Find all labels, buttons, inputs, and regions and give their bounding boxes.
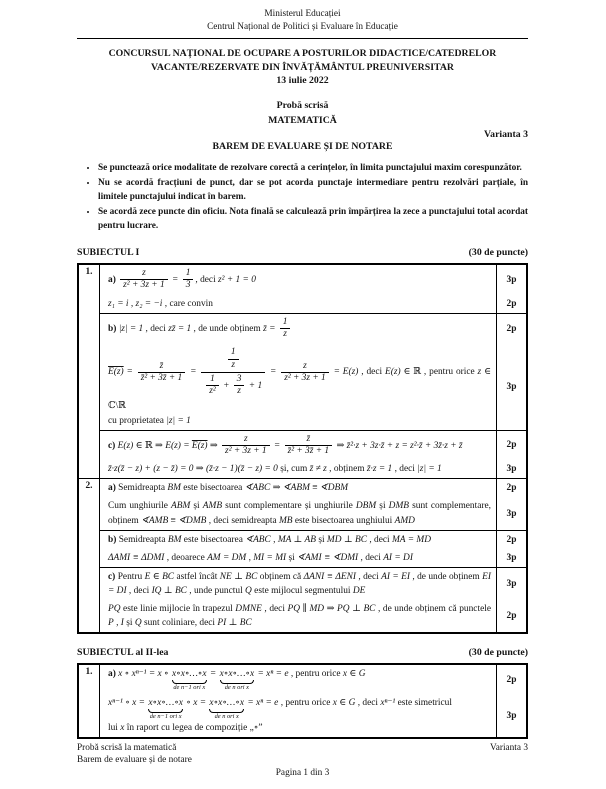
proba-label: Probă scrisă — [276, 100, 329, 112]
subiect1-points: (30 de puncte) — [468, 247, 528, 259]
points-cell: 3p — [496, 549, 526, 567]
note-item: • Nu se acordă fracțiuni de punct, dar se pot acorda punctaje intermediare pentru rezolvări parțiale, în limitele punctajului indicat în barem. — [98, 177, 528, 205]
footer-left-line2: Barem de evaluare și de notare — [77, 755, 192, 766]
score-item — [100, 479, 526, 497]
score-item — [100, 460, 526, 478]
points-cell: 2p — [496, 531, 526, 549]
answer-content — [100, 343, 496, 429]
score-item — [100, 343, 526, 429]
math-line: xⁿ⁻¹ ∘ x = x∘x∘…∘x de n−1 ori x ∘ x = x∘x∘…∘x de n ori x = xⁿ = e , pentru orice x ∈ G , deci xⁿ⁻¹ este simetricul — [108, 698, 452, 720]
question-row-1 — [79, 265, 526, 478]
math-line: c) E(z) ∈ ℝ ⇒ E(z) = E(z) ⇒ $\frac{z}{\text{z² + 3z + 1}}$ = $\frac{z̄}{\text{z̄² + 3z̄ + 1}}$ ⇒ z̄²·z + 3z·z̄ + z = z²·z̄ + 3z̄·z + z̄ — [108, 433, 463, 456]
ministry-line2: Centrul Național de Politici și Evaluare în Educație — [207, 22, 398, 33]
answer-section-1c — [100, 430, 526, 479]
score-item — [100, 531, 526, 549]
note-item: • Se acordă zece puncte din oficiu. Nota finală se calculează prin împărțirea la zece a punctajului total acordat pentru lucrare. — [98, 206, 528, 234]
page-number: Pagina 1 din 3 — [275, 768, 330, 779]
grading-notes — [77, 162, 528, 234]
math-line: a) Semidreapta BM este bisectoarea ∢ABC ⇒ ∢ABM ≡ ∢DBM — [108, 483, 349, 494]
question-number: 1. — [79, 265, 100, 478]
score-item — [100, 568, 526, 600]
score-item — [100, 497, 526, 529]
answer-section-1a — [100, 265, 526, 313]
answer-section-2c — [100, 567, 526, 632]
points-cell: 3p — [496, 460, 526, 478]
answer-content — [100, 497, 496, 529]
answer-section-1b — [100, 313, 526, 430]
barem-title: BAREM DE EVALUARE ȘI DE NOTARE — [212, 141, 393, 153]
points-cell: 2p — [496, 600, 526, 632]
subiect2-heading — [77, 647, 528, 658]
answer-content — [100, 460, 496, 478]
points-cell: 2p — [496, 665, 526, 694]
answer-content — [100, 479, 496, 497]
answer-content — [100, 295, 496, 313]
answer-content — [100, 265, 496, 295]
math-line: c) Pentru E ∈ BC astfel încât NE ⊥ BC obținem că ΔANI ≡ ΔENI , deci AI = EI , de unde obținem EI = DI , deci IQ ⊥ BC , unde punctul Q este mijlocul segmentului DE — [108, 571, 491, 597]
math-line: lui x în raport cu legea de compoziție „∘” — [108, 722, 263, 733]
points-cell: 2p — [496, 479, 526, 497]
math-line: a) x ∘ xⁿ⁻¹ = x ∘ x∘x∘…∘x de n−1 ori x = x∘x∘…∘x de n ori x = xⁿ = e , pentru orice x ∈ G — [108, 669, 366, 692]
footer-variant: Varianta 3 — [490, 743, 528, 753]
subiect2-points: (30 de puncte) — [468, 647, 528, 659]
points-cell: 3p — [496, 694, 526, 737]
exam-type-block — [77, 99, 528, 128]
score-item — [100, 265, 526, 295]
page-footer — [77, 738, 528, 778]
title-line2: VACANTE/REZERVATE DIN ÎNVĂȚĂMÂNTUL PREUNIVERSITAR — [151, 61, 454, 73]
math-line: a) $\frac{z}{\text{z² + 3z + 1}}$ = $\frac{1}{3}$ , deci z² + 1 = 0 — [108, 268, 256, 291]
ministry-line1: Ministerul Educației — [264, 9, 341, 19]
title-line1: CONCURSUL NAȚIONAL DE OCUPARE A POSTURILOR DIDACTICE/CATEDRELOR — [108, 47, 497, 59]
answer-content — [100, 431, 496, 461]
score-item — [100, 665, 526, 694]
answer-section-II-1a — [100, 665, 526, 737]
points-cell: 3p — [496, 568, 526, 600]
note-item: • Se punctează orice modalitate de rezolvare corectă a cerințelor, în limita punctajului maxim corespunzător. — [98, 162, 528, 176]
score-item — [100, 600, 526, 632]
contest-title — [77, 47, 528, 88]
subiect2-title: SUBIECTUL al II-lea — [77, 647, 169, 659]
math-line: ΔAMI ≡ ΔDMI , deoarece AM = DM , MI = MI și ∢AMI ≡ ∢DMI , deci AI = DI — [108, 552, 413, 563]
answer-content — [100, 549, 496, 567]
points-cell: 2p — [496, 314, 526, 344]
math-line: z̄·z(z̄ − z) + (z − z̄) = 0 ⇒ (z̄·z − 1)(z̄ − z) = 0 și, cum z̄ ≠ z , obținem z̄·z = 1 , deci |z| = 1 — [108, 464, 442, 475]
subiect1-table — [77, 263, 528, 634]
question-row-1 — [79, 665, 526, 737]
score-item — [100, 431, 526, 461]
score-item — [100, 549, 526, 567]
math-line: b) |z| = 1 , deci zz̄ = 1 , de unde obținem z̄ = $\frac{1}{z}$ — [108, 316, 491, 342]
points-cell: 3p — [496, 265, 526, 295]
answer-content — [100, 531, 496, 549]
score-item — [100, 694, 526, 737]
score-item — [100, 295, 526, 313]
subiect2-table — [77, 663, 528, 739]
score-item — [100, 314, 526, 344]
answer-content — [100, 665, 496, 694]
points-cell: 2p — [496, 295, 526, 313]
variant-label: Varianta 3 — [484, 129, 528, 141]
answer-content — [100, 568, 496, 600]
math-line: E(z) = $\frac{z̄}{\text{z̄² + 3z̄ + 1}}$ = $\frac{1}{z}$ $\frac{1}{\text{z²}}$ + $\frac{3}{z}$ + 1 = $\frac{z}{\text{z² + 3z + 1}}$ = E(z) , deci E(z) ∈ ℝ , pentru orice z ∈ ℂ\ℝ — [108, 347, 492, 412]
question-row-2 — [79, 478, 526, 632]
points-cell: 3p — [496, 497, 526, 529]
question-number: 1. — [79, 665, 100, 737]
math-line: b) Semidreapta BM este bisectoarea ∢ABC , MA ⊥ AB și MD ⊥ BC , deci MA = MD — [108, 534, 431, 545]
answer-section-2b — [100, 530, 526, 567]
answer-content — [100, 694, 496, 737]
math-line: Cum unghiurile ABM și AMB sunt complementare și unghiurile DBM și DMB sunt complementare, obținem ∢AMB ≡ ∢DMB , deci semidreapta MB este bisectoarea unghiului AMD — [108, 501, 491, 526]
question-number: 2. — [79, 479, 100, 632]
discipline-label: MATEMATICĂ — [268, 114, 337, 126]
points-cell: 3p — [496, 343, 526, 429]
answer-content — [100, 600, 496, 632]
ministry-header — [77, 8, 528, 39]
math-line: cu proprietatea |z| = 1 — [108, 415, 191, 426]
points-cell: 2p — [496, 431, 526, 461]
answer-content — [100, 314, 496, 344]
answer-section-2a — [100, 479, 526, 529]
math-line: PQ este linie mijlocie în trapezul DMNE , deci PQ ∥ MD ⇒ PQ ⊥ BC , de unde obținem că punctele P , I și Q sunt coliniare, deci PI ⊥ BC — [108, 604, 492, 629]
subiect1-heading — [77, 247, 528, 258]
title-date: 13 iulie 2022 — [276, 75, 329, 87]
footer-left-line1: Probă scrisă la matematică — [77, 743, 177, 753]
subiect1-title: SUBIECTUL I — [77, 247, 140, 259]
math-line: z₁ = i , z₂ = −i , care convin — [108, 298, 213, 309]
